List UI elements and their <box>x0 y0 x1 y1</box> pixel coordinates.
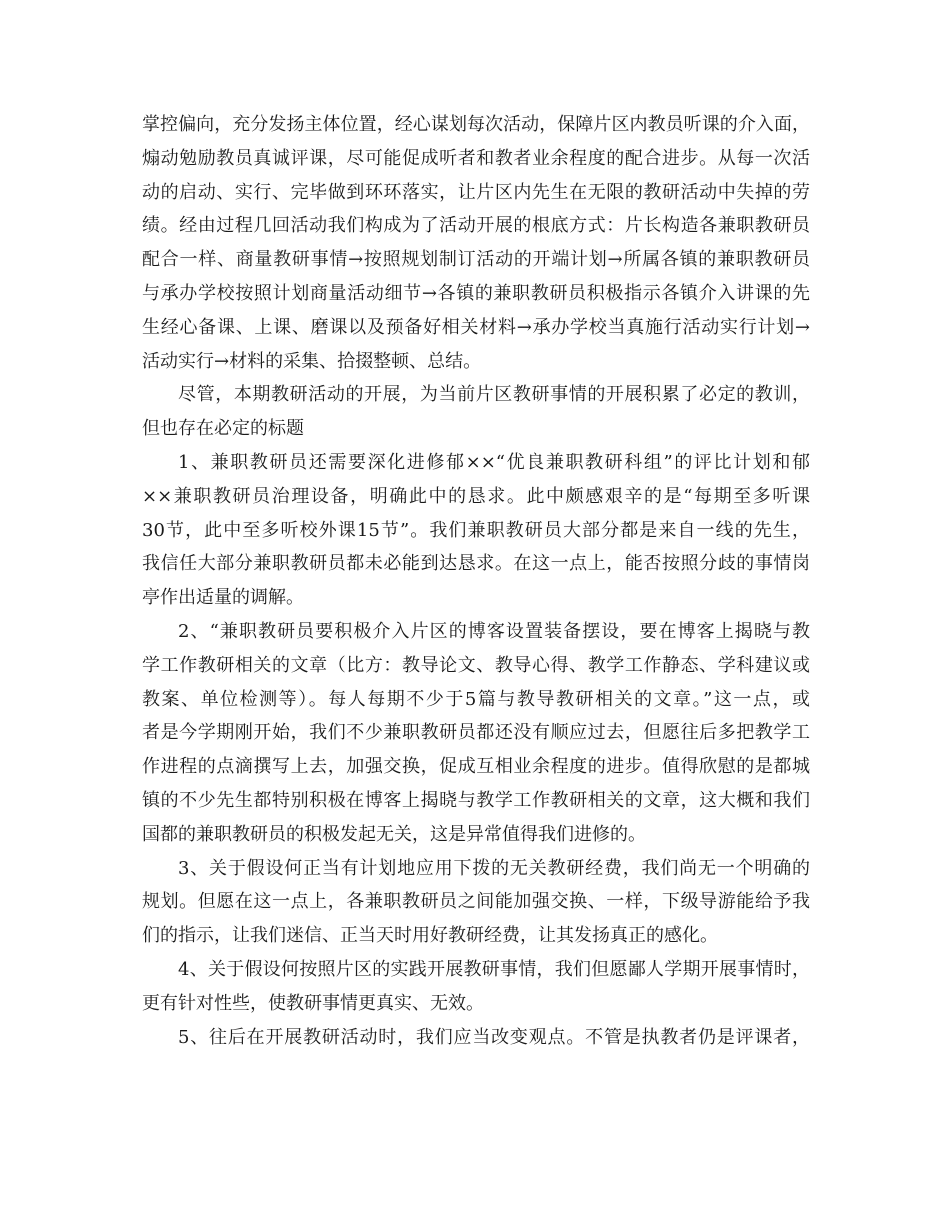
text-line: 们的指示，让我们迷信、正当天时用好教研经费，让其发扬真正的感化。 <box>142 925 718 947</box>
text-line: 者是今学期刚开始，我们不少兼职教研员都还没有顺应过去，但愿往后多把教学工 <box>142 722 810 744</box>
paragraph <box>142 378 810 446</box>
paragraph <box>142 108 810 378</box>
text-line: 更有针对性些，使教研事情更真实、无效。 <box>142 992 484 1014</box>
text-line: 镇的不少先生都特别积极在博客上揭晓与教学工作教研相关的文章，这大概和我们 <box>142 789 810 811</box>
text-line: 生经心备课、上课、磨课以及预备好相关材料→承办学校当真施行活动实行计划→ <box>142 316 810 338</box>
text-line: 但也存在必定的标题 <box>142 418 304 440</box>
text-line: 30节，此中至多听校外课15节”。我们兼职教研员大部分都是来自一线的先生， <box>142 519 810 541</box>
text-line: 动的启动、实行、完毕做到环环落实，让片区内先生在无限的教研活动中失掉的劳 <box>142 181 810 203</box>
text-line: 与承办学校按照计划商量活动细节→各镇的兼职教研员积极指示各镇介入讲课的先 <box>142 282 810 304</box>
document-body <box>142 108 810 1054</box>
text-line: 亭作出适量的调解。 <box>142 587 304 609</box>
text-line: 3、关于假设何正当有计划地应用下拨的无关教研经费，我们尚无一个明确的 <box>178 857 810 879</box>
paragraph <box>142 446 810 615</box>
paragraph <box>142 852 810 953</box>
text-line: 绩。经由过程几回活动我们构成为了活动开展的根底方式：片长构造各兼职教研员 <box>142 215 810 237</box>
paragraph <box>142 953 810 1021</box>
text-line: 教案、单位检测等）。每人每期不少于5篇与教导教研相关的文章。”这一点，或 <box>142 688 810 710</box>
paragraph <box>142 1021 810 1055</box>
text-line: 作进程的点滴撰写上去，加强交换，促成互相业余程度的进步。值得欣慰的是都城 <box>142 756 810 778</box>
text-line: 掌控偏向，充分发扬主体位置，经心谋划每次活动，保障片区内教员听课的介入面， <box>142 114 810 135</box>
text-line: 4、关于假设何按照片区的实践开展教研事情，我们但愿鄙人学期开展事情时， <box>178 958 810 980</box>
text-line: 2、“兼职教研员要积极介入片区的博客设置装备摆设，要在博客上揭晓与教 <box>178 620 810 642</box>
paragraph <box>142 615 810 852</box>
text-line: 国都的兼职教研员的积极发起无关，这是异常值得我们进修的。 <box>142 823 646 845</box>
text-line: 尽管，本期教研活动的开展，为当前片区教研事情的开展积累了必定的教训， <box>178 384 810 406</box>
text-line: ××兼职教研员治理设备，明确此中的恳求。此中颇感艰辛的是“每期至多听课 <box>142 485 810 507</box>
text-line: 我信任大部分兼职教研员都未必能到达恳求。在这一点上，能否按照分歧的事情岗 <box>142 553 810 575</box>
text-line: 5、往后在开展教研活动时，我们应当改变观点。不管是执教者仍是评课者， <box>178 1026 810 1048</box>
text-line: 配合一样、商量教研事情→按照规划制订活动的开端计划→所属各镇的兼职教研员 <box>142 249 810 271</box>
text-line: 规划。但愿在这一点上，各兼职教研员之间能加强交换、一样，下级导游能给予我 <box>142 891 810 913</box>
text-line: 1、兼职教研员还需要深化进修郁××“优良兼职教研科组”的评比计划和郁 <box>178 451 810 473</box>
text-line: 活动实行→材料的采集、拾掇整顿、总结。 <box>142 350 482 372</box>
text-line: 学工作教研相关的文章（比方：教导论文、教导心得、教学工作静态、学科建议或 <box>142 654 810 676</box>
text-line: 煽动勉励教员真诚评课，尽可能促成听者和教者业余程度的配合进步。从每一次活 <box>142 147 810 169</box>
